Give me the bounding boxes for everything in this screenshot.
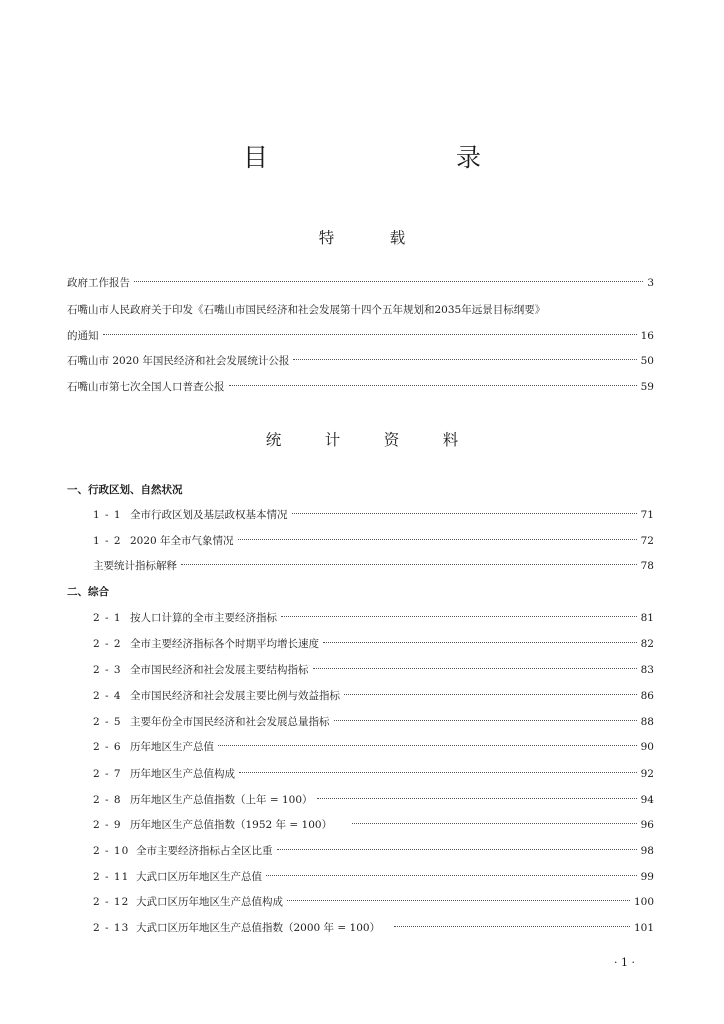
entry-text: 历年地区生产总值构成	[130, 768, 235, 780]
entry-page: 100	[633, 896, 654, 908]
entry-page: 16	[640, 330, 654, 342]
dot-leader	[266, 875, 637, 876]
toc-entry[interactable]	[67, 300, 654, 320]
entry-number: 2 - 1	[93, 612, 122, 624]
toc-entry[interactable]	[93, 686, 654, 706]
dot-leader	[277, 849, 637, 850]
entry-number: 2 - 8	[93, 794, 122, 806]
entry-number: 2 - 13	[93, 922, 130, 934]
entry-page: 86	[640, 690, 654, 702]
entry-text: 政府工作报告	[67, 277, 130, 289]
dot-leader	[239, 772, 637, 773]
toc-entry[interactable]	[93, 608, 654, 628]
entry-text: 石嘴山市 2020 年国民经济和社会发展统计公报	[67, 355, 290, 367]
toc-entry[interactable]	[67, 377, 654, 397]
dot-leader	[344, 694, 637, 695]
entry-page: 96	[640, 819, 654, 831]
entry-page: 71	[640, 509, 654, 521]
entry-text: 2020 年全市气象情况	[130, 535, 234, 547]
toc-entry[interactable]	[93, 892, 654, 912]
entry-text: 全市主要经济指标各个时期平均增长速度	[130, 638, 319, 650]
entry-page: 98	[640, 845, 654, 857]
entry-text: 全市国民经济和社会发展主要比例与效益指标	[130, 690, 340, 702]
entry-number: 2 - 6	[93, 741, 122, 753]
entry-page: 82	[640, 638, 654, 650]
entry-page: 94	[640, 794, 654, 806]
dot-leader	[281, 616, 637, 617]
page-number: · 1 ·	[614, 956, 635, 969]
toc-entry[interactable]	[93, 531, 654, 551]
entry-text: 主要统计指标解释	[93, 560, 177, 572]
entry-text: 历年地区生产总值指数（上年 = 100）	[130, 794, 313, 806]
dot-leader	[238, 539, 637, 540]
entry-number: 1 - 1	[93, 509, 122, 521]
dot-leader	[287, 900, 630, 901]
entry-text: 石嘴山市第七次全国人口普查公报	[67, 381, 225, 393]
entry-text: 按人口计算的全市主要经济指标	[130, 612, 277, 624]
entry-text: 全市行政区划及基层政权基本情况	[130, 509, 288, 521]
toc-entry[interactable]	[67, 273, 654, 293]
group-heading: 二、综合	[67, 586, 109, 598]
entry-text: 大武口区历年地区生产总值指数（2000 年 = 100）	[136, 922, 381, 934]
entry-page: 92	[640, 768, 654, 780]
entry-number: 1 - 2	[93, 535, 122, 547]
entry-text: 主要年份全市国民经济和社会发展总量指标	[130, 716, 330, 728]
dot-leader	[394, 926, 630, 927]
entry-text: 的通知	[67, 330, 99, 342]
dot-leader	[229, 385, 637, 386]
entry-number: 2 - 11	[93, 871, 130, 883]
entry-page: 88	[640, 716, 654, 728]
dot-leader	[181, 564, 637, 565]
toc-entry[interactable]	[93, 867, 654, 887]
toc-entry[interactable]	[93, 790, 654, 810]
entry-page: 78	[640, 560, 654, 572]
entry-page: 59	[640, 381, 654, 393]
dot-leader	[323, 642, 637, 643]
entry-number: 2 - 2	[93, 638, 122, 650]
toc-entry[interactable]	[93, 918, 654, 938]
toc-entry[interactable]	[93, 556, 654, 576]
toc-entry[interactable]	[93, 634, 654, 654]
entry-number: 2 - 3	[93, 664, 122, 676]
toc-entry[interactable]	[67, 351, 654, 371]
toc-entry[interactable]	[93, 505, 654, 525]
dot-leader	[352, 823, 637, 824]
entry-page: 101	[633, 922, 654, 934]
toc-entry[interactable]	[93, 660, 654, 680]
entry-page: 83	[640, 664, 654, 676]
toc-entry[interactable]	[93, 737, 654, 757]
section-title-stats: 统 计 资 料	[265, 431, 473, 449]
entry-page: 72	[640, 535, 654, 547]
entry-number: 2 - 9	[93, 819, 122, 831]
entry-text: 大武口区历年地区生产总值构成	[136, 896, 283, 908]
page-title: 目 录	[242, 143, 527, 172]
entry-number: 2 - 7	[93, 768, 122, 780]
toc-entry[interactable]	[93, 841, 654, 861]
entry-text: 全市国民经济和社会发展主要结构指标	[130, 664, 309, 676]
toc-entry[interactable]	[67, 326, 654, 346]
dot-leader	[218, 745, 637, 746]
entry-page: 90	[640, 741, 654, 753]
dot-leader	[134, 281, 643, 282]
dot-leader	[317, 798, 637, 799]
entry-number: 2 - 12	[93, 896, 130, 908]
entry-text: 历年地区生产总值	[130, 741, 214, 753]
toc-entry[interactable]	[93, 815, 654, 835]
toc-entry[interactable]	[93, 712, 654, 732]
dot-leader	[103, 334, 637, 335]
entry-page: 50	[640, 355, 654, 367]
entry-page: 99	[640, 871, 654, 883]
entry-text: 全市主要经济指标占全区比重	[136, 845, 273, 857]
entry-text: 大武口区历年地区生产总值	[136, 871, 262, 883]
dot-leader	[334, 720, 637, 721]
entry-text: 石嘴山市人民政府关于印发《石嘴山市国民经济和社会发展第十四个五年规划和2035年远景目标纲要》	[67, 304, 546, 316]
dot-leader	[313, 668, 637, 669]
entry-number: 2 - 10	[93, 845, 130, 857]
entry-page: 3	[647, 277, 654, 289]
dot-leader	[292, 513, 637, 514]
entry-number: 2 - 5	[93, 716, 122, 728]
entry-text: 历年地区生产总值指数（1952 年 = 100）	[130, 819, 333, 831]
dot-leader	[293, 359, 636, 360]
toc-entry[interactable]	[93, 764, 654, 784]
section-title-special: 特 载	[318, 229, 426, 247]
entry-page: 81	[640, 612, 654, 624]
group-heading: 一、行政区划、自然状况	[67, 484, 183, 496]
entry-number: 2 - 4	[93, 690, 122, 702]
